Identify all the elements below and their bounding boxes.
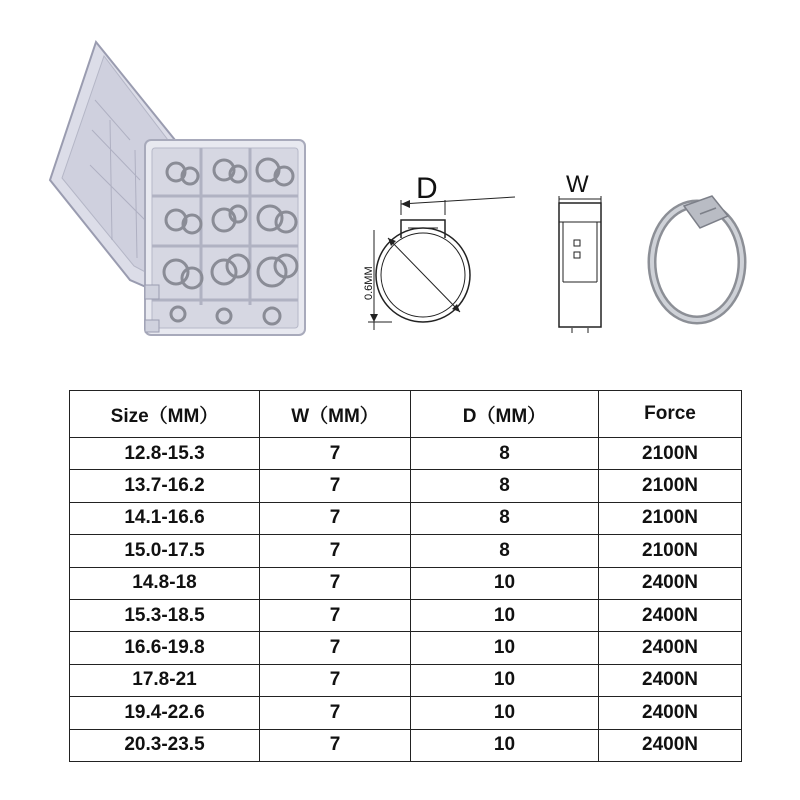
d-cell: 10 — [411, 567, 599, 599]
d-cell: 8 — [411, 535, 599, 567]
force-cell: 2100N — [599, 470, 742, 502]
table-row — [70, 632, 742, 664]
ear-clamp-photo — [652, 196, 742, 320]
size-cell: 20.3-23.5 — [70, 729, 260, 761]
size-cell: 19.4-22.6 — [70, 697, 260, 729]
header-size: Size（MM） — [70, 391, 260, 438]
force-cell: 2400N — [599, 599, 742, 631]
clamp-assortment-box-image — [50, 42, 305, 335]
force-cell: 2100N — [599, 502, 742, 534]
size-cell: 14.1-16.6 — [70, 502, 260, 534]
table-header-row — [70, 391, 742, 438]
force-cell: 2100N — [599, 438, 742, 470]
force-cell: 2100N — [599, 535, 742, 567]
d-cell: 10 — [411, 599, 599, 631]
header-d: D（MM） — [411, 391, 599, 438]
size-cell: 15.0-17.5 — [70, 535, 260, 567]
table-row — [70, 502, 742, 534]
force-cell: 2400N — [599, 729, 742, 761]
table-row — [70, 697, 742, 729]
size-cell: 15.3-18.5 — [70, 599, 260, 631]
w-cell: 7 — [260, 535, 411, 567]
d-cell: 10 — [411, 664, 599, 696]
table-row — [70, 729, 742, 761]
table-row — [70, 664, 742, 696]
w-cell: 7 — [260, 438, 411, 470]
specification-table — [69, 390, 742, 762]
size-cell: 12.8-15.3 — [70, 438, 260, 470]
w-cell: 7 — [260, 567, 411, 599]
clamp-side-view-drawing — [559, 196, 601, 333]
force-cell: 2400N — [599, 664, 742, 696]
thickness-label: 0.6MM — [363, 266, 375, 300]
diameter-label: D — [416, 172, 438, 205]
d-cell: 8 — [411, 438, 599, 470]
table-row — [70, 470, 742, 502]
product-illustration — [0, 0, 800, 380]
force-cell: 2400N — [599, 567, 742, 599]
w-cell: 7 — [260, 632, 411, 664]
table-row — [70, 599, 742, 631]
d-cell: 10 — [411, 729, 599, 761]
force-cell: 2400N — [599, 632, 742, 664]
w-cell: 7 — [260, 697, 411, 729]
force-cell: 2400N — [599, 697, 742, 729]
clamp-dimension-drawing — [368, 197, 515, 330]
d-cell: 10 — [411, 632, 599, 664]
size-cell: 16.6-19.8 — [70, 632, 260, 664]
w-cell: 7 — [260, 502, 411, 534]
table-row — [70, 438, 742, 470]
size-cell: 13.7-16.2 — [70, 470, 260, 502]
header-w: W（MM） — [260, 391, 411, 438]
size-cell: 17.8-21 — [70, 664, 260, 696]
width-label: W — [566, 171, 589, 198]
size-cell: 14.8-18 — [70, 567, 260, 599]
d-cell: 8 — [411, 502, 599, 534]
d-cell: 8 — [411, 470, 599, 502]
w-cell: 7 — [260, 729, 411, 761]
d-cell: 10 — [411, 697, 599, 729]
header-force: Force — [599, 391, 742, 438]
w-cell: 7 — [260, 664, 411, 696]
w-cell: 7 — [260, 470, 411, 502]
w-cell: 7 — [260, 599, 411, 631]
table-row — [70, 567, 742, 599]
table-row — [70, 535, 742, 567]
